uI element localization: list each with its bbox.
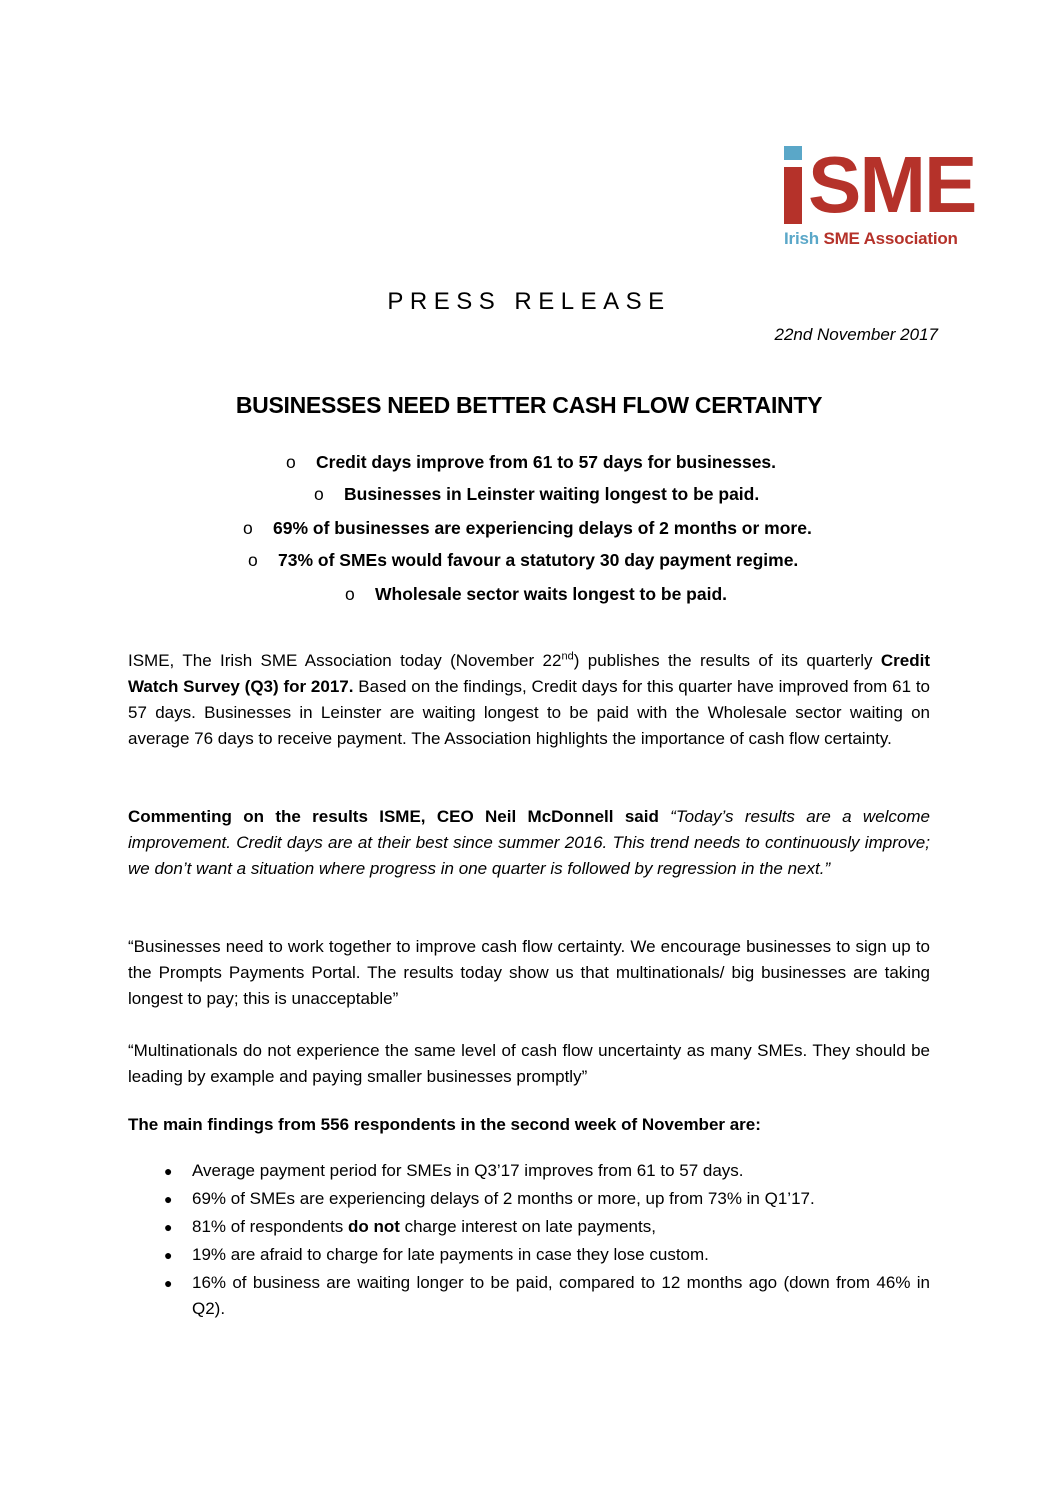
bullet-icon: ● — [164, 1247, 173, 1263]
intro-text: ISME, The Irish SME Association today (November 22 — [128, 651, 562, 670]
finding-item — [128, 1214, 930, 1240]
bullet-icon: ● — [164, 1219, 173, 1235]
logo-i-dot — [784, 146, 802, 160]
bullet-icon: ● — [164, 1275, 173, 1291]
intro-paragraph — [128, 648, 930, 752]
date-suffix: nd — [561, 650, 574, 663]
headline: BUSINESSES NEED BETTER CASH FLOW CERTAINTY — [235, 392, 823, 418]
highlight-text: 69% of businesses are experiencing delays of 2 months or more. — [273, 518, 812, 538]
logo-letters: SME — [808, 140, 976, 229]
finding-item — [128, 1270, 930, 1322]
highlight-text: Wholesale sector waits longest to be paid. — [375, 584, 728, 604]
logo-i-stem — [784, 167, 802, 224]
finding-text: 69% of SMEs are experiencing delays of 2 months or more, up from 73% in Q1’17. — [192, 1189, 815, 1208]
finding-text: Average payment period for SMEs in Q3’17 improves from 61 to 57 days. — [192, 1161, 744, 1180]
highlight-text: 73% of SMEs would favour a statutory 30 day payment regime. — [278, 550, 799, 570]
finding-item — [128, 1158, 930, 1184]
quote-paragraph-3: “Multinationals do not experience the same level of cash flow uncertainty as many SMEs. They should be leading by example and paying smaller businesses promptly” — [128, 1041, 930, 1086]
finding-text: charge interest on late payments, — [399, 1217, 656, 1236]
logo-wordmark — [784, 140, 996, 229]
highlight-text: Businesses in Leinster waiting longest to be paid. — [344, 484, 760, 504]
quote-paragraph-2: “Businesses need to work together to improve cash flow certainty. We encourage businesses to sign up to the Prompts Payments Portal. The results today show us that multinationals/ big businesses are taking longest to pay; this is unacceptable” — [128, 937, 930, 1008]
bullet-icon: ● — [164, 1163, 173, 1179]
highlight-item — [314, 484, 759, 505]
finding-text: 19% are afraid to charge for late payments in case they lose custom. — [192, 1245, 709, 1264]
finding-text: 81% of respondents — [192, 1217, 348, 1236]
ceo-quote: “Today’s results are a welcome improvement. Credit days are at their best since summer 2016. This trend needs to continuously improve; we don’t want a situation where progress in one quarter is followed by regression in the next.” — [128, 807, 931, 878]
highlight-item — [345, 584, 727, 605]
ceo-attribution: Commenting on the results ISME, CEO Neil McDonnell said — [128, 807, 659, 826]
circle-bullet-icon: o — [243, 518, 253, 538]
survey-name: Credit Watch Survey (Q3) for 2017. — [128, 651, 930, 696]
circle-bullet-icon: o — [248, 550, 258, 570]
logo-subtitle — [784, 229, 996, 249]
finding-text: 16% of business are waiting longer to be paid, compared to 12 months ago (down from 46% in Q2). — [192, 1273, 930, 1318]
finding-item — [128, 1186, 930, 1212]
isme-logo — [784, 140, 996, 249]
logo-letter-i — [784, 146, 804, 224]
circle-bullet-icon: o — [345, 584, 355, 604]
intro-text: Based on the findings, Credit days for this quarter have improved from 61 to 57 days. Businesses in Leinster are waiting longest to be paid with the Wholesale sector waiting on average 76 days to receive payment. The Association highlights the importance of cash flow certainty. — [128, 677, 931, 748]
finding-emphasis: do not — [347, 1217, 400, 1236]
highlight-item — [286, 452, 776, 473]
highlight-item — [243, 518, 812, 539]
finding-item — [128, 1242, 930, 1268]
intro-text: ) publishes the results of its quarterly — [573, 651, 881, 670]
press-release-label: PRESS RELEASE — [387, 288, 671, 315]
findings-list — [128, 1158, 930, 1324]
highlight-item — [248, 550, 798, 571]
bullet-icon: ● — [164, 1191, 173, 1207]
findings-heading: The main findings from 556 respondents in the second week of November are: — [128, 1115, 761, 1134]
logo-subtitle-association: SME Association — [823, 229, 958, 248]
highlight-text: Credit days improve from 61 to 57 days for businesses. — [316, 452, 777, 472]
circle-bullet-icon: o — [314, 484, 324, 504]
circle-bullet-icon: o — [286, 452, 296, 472]
ceo-comment-paragraph — [128, 804, 930, 882]
logo-subtitle-irish: Irish — [784, 229, 824, 248]
release-date: 22nd November 2017 — [774, 325, 938, 344]
